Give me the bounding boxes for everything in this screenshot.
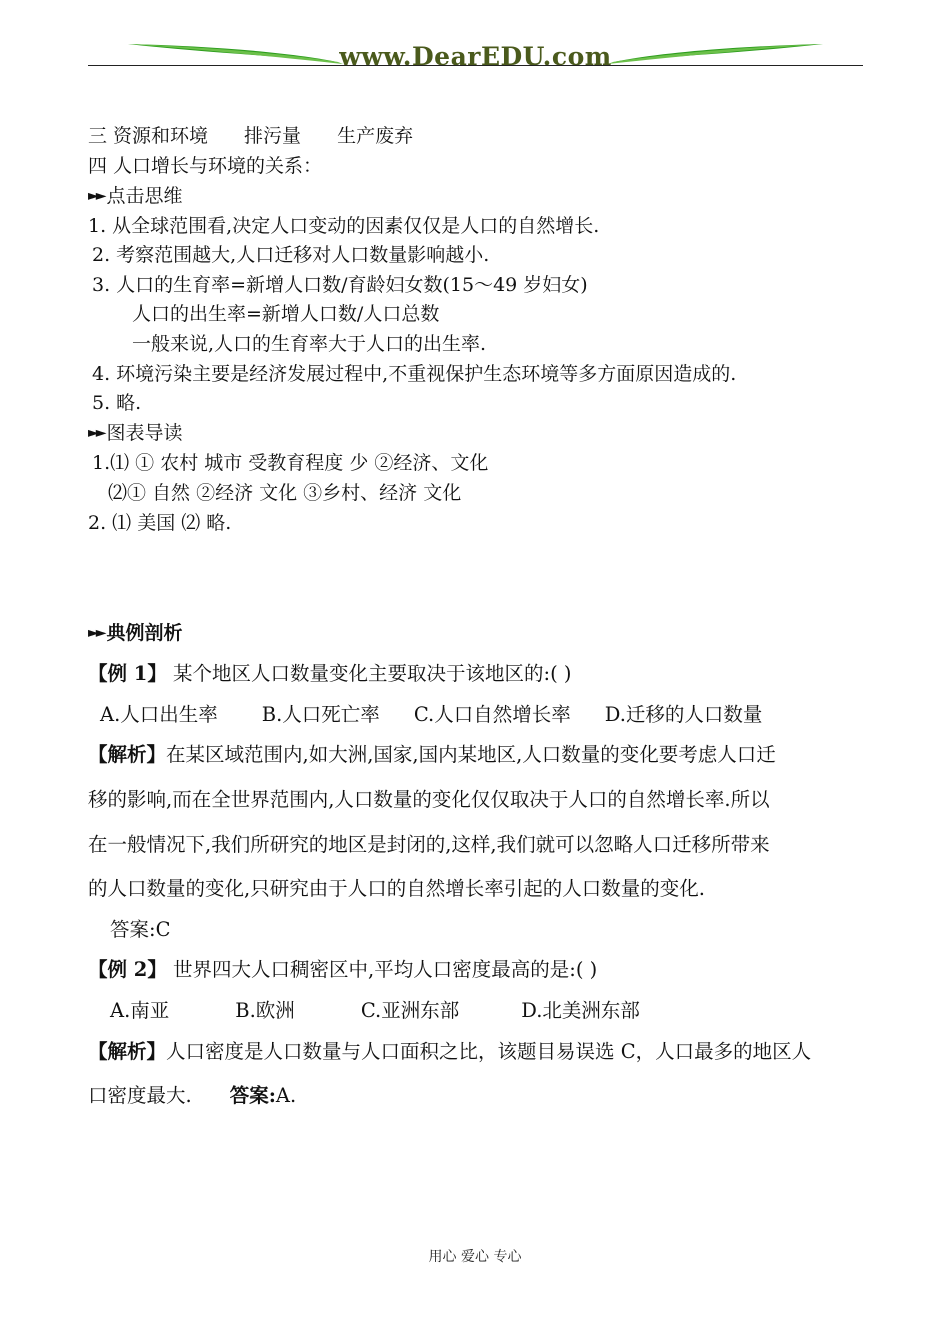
example-2-question <box>88 958 597 982</box>
think-item-3: 3. 人口的生育率=新增人口数/育龄妇女数(15～49 岁妇女) <box>92 274 588 296</box>
example-1-option-b: B.人口死亡率 <box>261 703 380 726</box>
example-heading-text: 典例剖析 <box>106 622 183 644</box>
example-2-answer-label: 答案: <box>229 1084 276 1107</box>
example-1-analysis-tag: 【解析】 <box>88 743 167 766</box>
example-1-options <box>100 703 762 727</box>
example-1-option-c: C.人口自然增长率 <box>413 703 571 726</box>
example-2-analysis-text-2: 口密度最大. <box>88 1084 192 1107</box>
example-2-analysis-text-1: 人口密度是人口数量与人口面积之比，该题目易误选 C，人口最多的地区人 <box>166 1040 812 1063</box>
page-footer: 用心 爱心 专心 <box>428 1249 522 1265</box>
think-item-2: 2. 考察范围越大,人口迁移对人口数量影响越小. <box>92 244 490 266</box>
section-three-title: 三 资源和环境 <box>88 125 209 147</box>
example-2-analysis-line-1 <box>88 1040 811 1064</box>
example-1-analysis-line-3: 在一般情况下,我们所研究的地区是封闭的,这样,我们就可以忽略人口迁移所带来 <box>88 833 770 856</box>
chart-guide-heading-text: 图表导读 <box>106 422 183 444</box>
example-2-option-b: B.欧洲 <box>235 999 295 1022</box>
example-2-answer-value: A. <box>275 1084 297 1107</box>
section-three-item-pollution: 排污量 <box>244 125 302 147</box>
example-1-analysis-line-1 <box>88 743 776 767</box>
think-heading <box>88 184 183 208</box>
example-2-analysis-line-2 <box>88 1084 296 1108</box>
think-item-1: 1. 从全球范围看,决定人口变动的因素仅仅是人口的自然增长. <box>88 215 600 237</box>
example-1-question <box>88 662 572 686</box>
example-1-analysis-line-2: 移的影响,而在全世界范围内,人口数量的变化仅仅取决于人口的自然增长率.所以 <box>88 788 770 811</box>
example-1-analysis-text-1: 在某区域范围内,如大洲,国家,国内某地区,人口数量的变化要考虑人口迁 <box>166 743 776 766</box>
think-item-5: 5. 略. <box>92 392 142 414</box>
example-1-option-d: D.迁移的人口数量 <box>604 703 763 726</box>
think-heading-text: 点击思维 <box>106 185 183 207</box>
example-1-question-text: 某个地区人口数量变化主要取决于该地区的:( ) <box>166 662 572 685</box>
section-three-line <box>88 124 413 148</box>
example-2-option-d: D.北美洲东部 <box>521 999 640 1022</box>
example-2-option-a: A.南亚 <box>110 999 170 1022</box>
chart-guide-heading <box>88 421 183 445</box>
example-2-analysis-tag: 【解析】 <box>88 1040 167 1063</box>
example-2-options <box>110 999 640 1023</box>
example-2-question-text: 世界四大人口稠密区中,平均人口密度最高的是:( ) <box>166 958 598 981</box>
example-heading <box>88 621 183 645</box>
example-1-option-a: A.人口出生率 <box>100 703 218 726</box>
chart-guide-item-1: 1.⑴ ① 农村 城市 受教育程度 少 ②经济、文化 <box>92 452 489 474</box>
think-item-3-note: 一般来说,人口的生育率大于人口的出生率. <box>132 333 487 355</box>
example-2-tag: 【例 2】 <box>88 958 167 981</box>
think-item-3-birthrate: 人口的出生率=新增人口数/人口总数 <box>132 303 440 325</box>
arrow-bullet-icon: ►► <box>88 188 104 204</box>
section-three-item-waste: 生产废弃 <box>337 125 414 147</box>
example-2-option-c: C.亚洲东部 <box>360 999 460 1022</box>
site-brand: www.DearEDU.com <box>339 42 612 71</box>
example-1-analysis-line-4: 的人口数量的变化,只研究由于人口的自然增长率引起的人口数量的变化. <box>88 877 705 900</box>
page-header <box>88 32 863 72</box>
think-item-4: 4. 环境污染主要是经济发展过程中,不重视保护生态环境等多方面原因造成的. <box>92 363 737 385</box>
example-1-tag: 【例 1】 <box>88 662 167 685</box>
arrow-bullet-icon: ►► <box>88 425 104 441</box>
chart-guide-item-1-2: ⑵① 自然 ②经济 文化 ③乡村、经济 文化 <box>108 482 462 504</box>
chart-guide-item-2: 2. ⑴ 美国 ⑵ 略. <box>88 512 232 534</box>
header-rule <box>88 65 863 66</box>
arrow-bullet-icon: ►► <box>88 625 104 641</box>
example-1-answer: 答案:C <box>110 918 171 941</box>
section-four-title: 四 人口增长与环境的关系： <box>88 155 323 177</box>
